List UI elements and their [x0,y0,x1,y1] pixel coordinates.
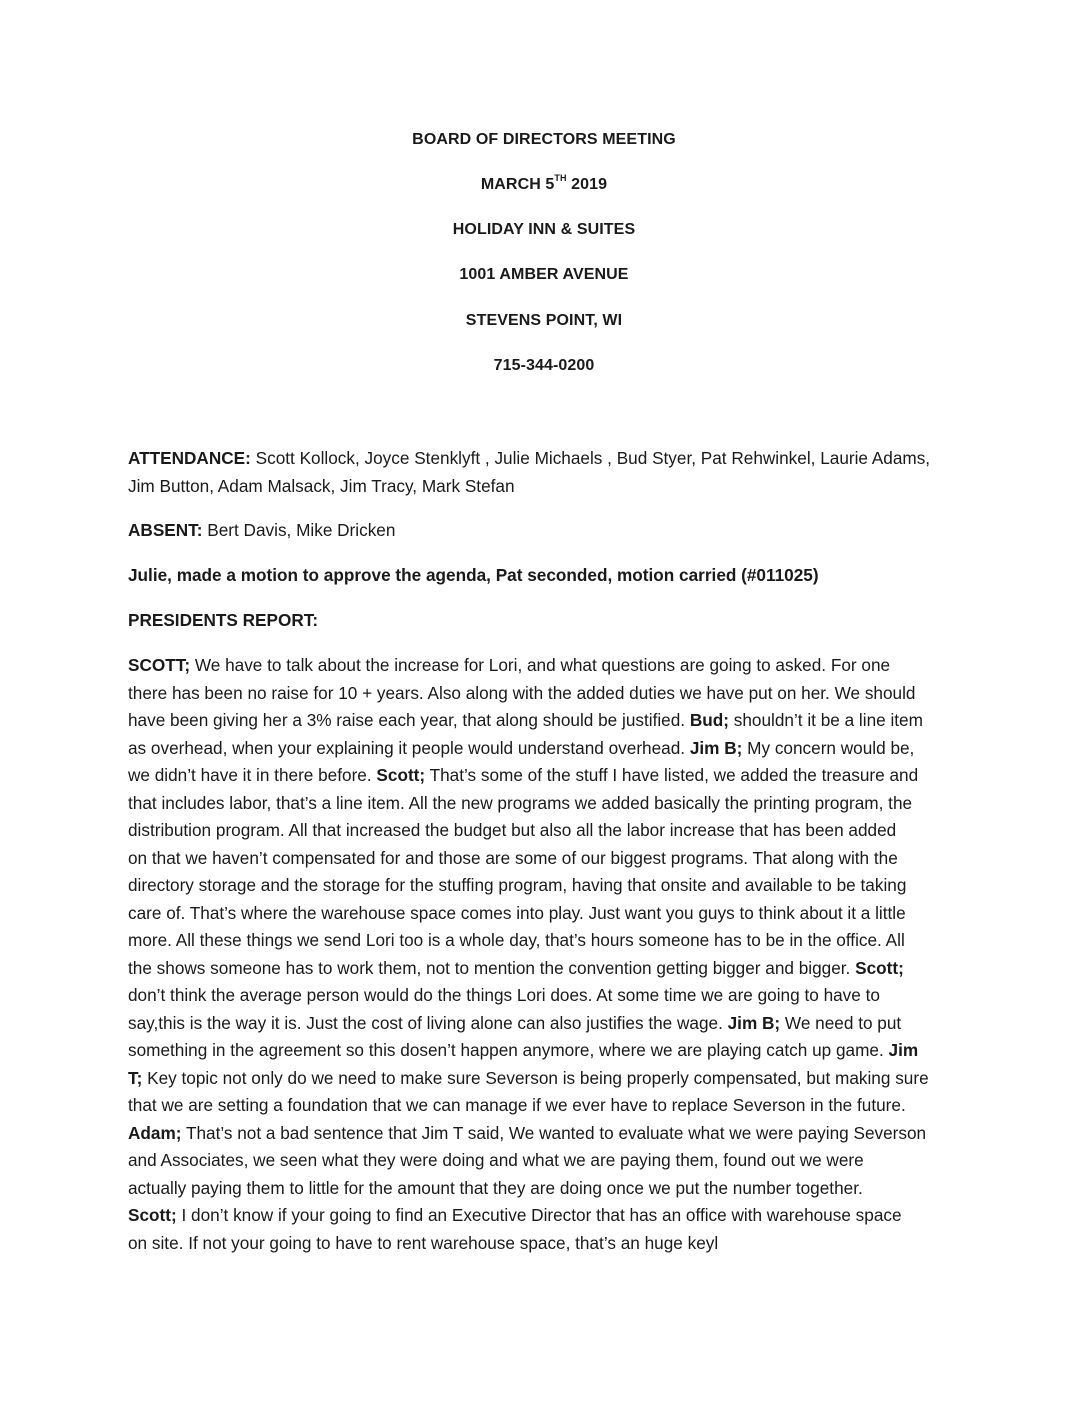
report-text: We need to put [780,1012,902,1033]
speaker-label: Jim B; [727,1012,781,1033]
report-text: actually paying them to little for the amount that they are doing once we put the number together. [128,1177,863,1198]
meeting-date [0,173,1088,194]
speaker-label: Jim B; [689,737,743,758]
report-text: That’s some of the stuff I have listed, we added the treasure and [425,765,919,785]
report-text: directory storage and the storage for the stuffing program, having that onsite and available to be taking [128,875,907,895]
report-text: distribution program. All that increased the budget but also all the labor increase that has been added [128,820,897,840]
attendance-label: ATTENDANCE: [128,448,251,468]
speaker-label: T; [128,1067,143,1088]
attendance-section [128,445,968,500]
report-text: say,this is the way it is. Just the cost of living alone can also justifies the wage. [128,1012,728,1033]
report-text: have been giving her a 3% raise each year, that along should be justified. [128,710,690,730]
report-text: on site. If not your going to have to rent warehouse space, that’s an huge keyl [128,1232,719,1253]
meeting-phone: 715-344-0200 [493,357,595,374]
presidents-report-body [128,652,968,1257]
meeting-title: BOARD OF DIRECTORS MEETING [412,131,676,148]
speaker-label: SCOTT; [128,655,191,675]
report-text: something in the agreement so this dosen’t happen anymore, where we are playing catch up game. [128,1040,889,1060]
report-text: on that we haven’t compensated for and those are some of our biggest programs. That along with the [128,847,898,868]
absent-label: ABSENT: [128,520,203,540]
absent-section [128,517,968,545]
meeting-address: 1001 AMBER AVENUE [459,266,629,283]
report-text: shouldn’t it be a line item [728,710,923,730]
absent-list: Bert Davis, Mike Dricken [202,520,396,540]
report-text: that we are setting a foundation that we can manage if we ever have to replace Severson in the future. [128,1095,906,1115]
speaker-label: Scott; [128,1205,177,1225]
report-text: the shows someone has to work them, not to mention the convention getting bigger and bigger. [128,957,856,978]
speaker-label: Adam; [128,1122,182,1143]
attendance-list-line2: Jim Button, Adam Malsack, Jim Tracy, Mark Stefan [128,475,515,496]
report-text: as overhead, when your explaining it people would understand overhead. [128,737,690,758]
meeting-venue: HOLIDAY INN & SUITES [452,221,636,238]
date-superscript: TH [554,173,567,183]
report-text: We have to talk about the increase for Lori, and what questions are going to asked. For one [190,655,891,675]
report-text: care of. That’s where the warehouse space comes into play. Just want you guys to think about it a little [128,902,906,923]
report-text: we didn’t have it in there before. [128,765,377,785]
attendance-list-line1: Scott Kollock, Joyce Stenklyft , Julie Michaels , Bud Styer, Pat Rehwinkel, Laurie Adams, [250,448,931,468]
date-year: 2019 [566,176,608,193]
report-text: Key topic not only do we need to make sure Severson is being properly compensated, but making sure [142,1067,929,1088]
report-text: My concern would be, [742,737,915,758]
report-text: that includes labor, that’s a line item. All the new programs we added basically the printing program, the [128,792,913,813]
speaker-label: Jim [888,1040,919,1060]
speaker-label: Scott; [855,957,904,978]
report-text: don’t think the average person would do the things Lori does. At some time we are going to have to [128,985,880,1005]
speaker-label: Bud; [689,710,729,730]
report-text: there has been no raise for 10 + years. Also along with the added duties we have put on her. We should [128,682,916,703]
date-month: MARCH 5 [480,176,555,193]
report-text: more. All these things we send Lori too is a whole day, that’s hours someone has to be in the office. All [128,930,905,950]
report-text: That’s not a bad sentence that Jim T said, We wanted to evaluate what we were paying Severson [181,1122,927,1143]
agenda-motion: Julie, made a motion to approve the agenda, Pat seconded, motion carried (#011025) [128,565,819,585]
report-text: I don’t know if your going to find an Executive Director that has an office with warehouse space [176,1205,902,1225]
speaker-label: Scott; [376,765,426,785]
meeting-city: STEVENS POINT, WI [465,312,623,329]
presidents-report-heading: PRESIDENTS REPORT: [128,610,319,630]
report-text: and Associates, we seen what they were doing and what we are paying them, found out we were [128,1150,864,1170]
